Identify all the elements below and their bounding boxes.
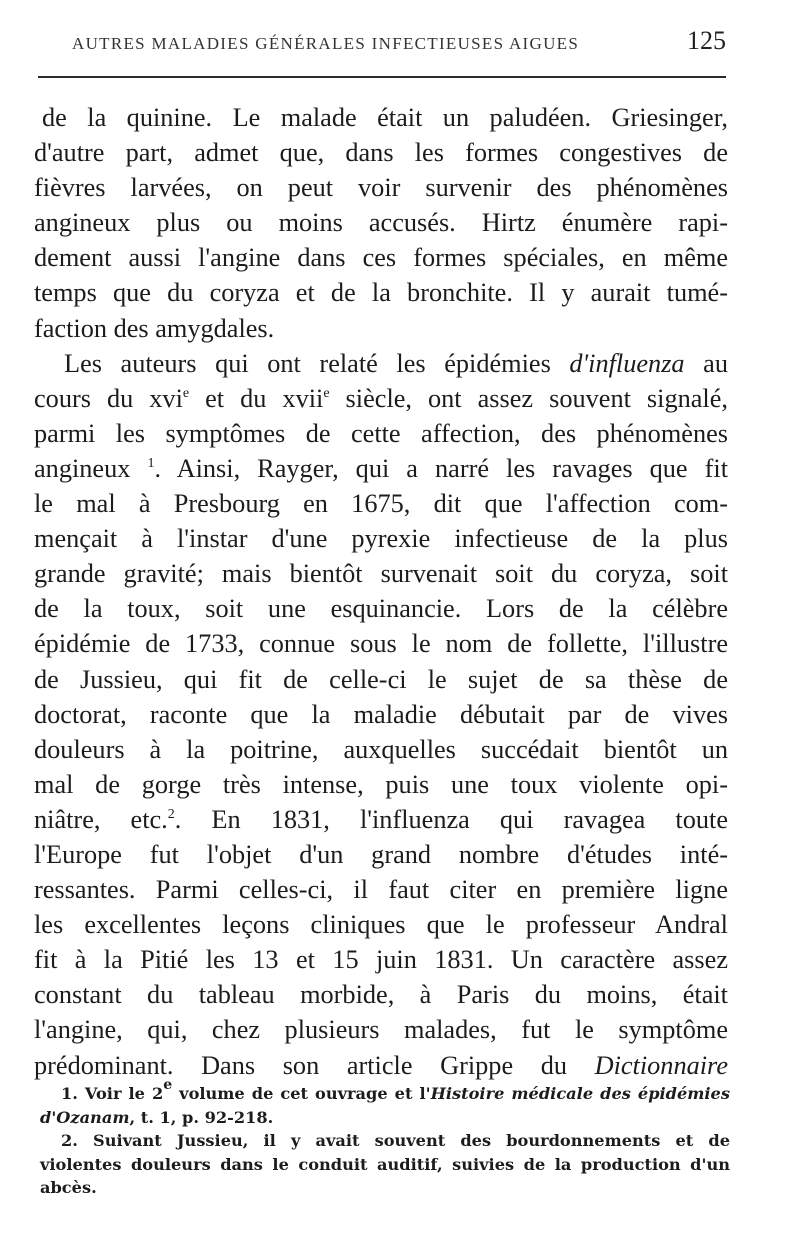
- text-line: angineux plus ou moins accusés. Hirtz énumère rapi-: [34, 208, 728, 238]
- text-line: temps que du coryza et de la bronchite. Il y aurait tumé-: [34, 278, 728, 308]
- text-fragment: cours du xvi: [34, 383, 183, 413]
- text-line: fièvres larvées, on peut voir survenir des phénomènes: [34, 173, 728, 203]
- footnotes: [40, 1077, 730, 1200]
- text-line: ressantes. Parmi celles-ci, il faut citer en première ligne: [34, 875, 728, 905]
- text-line: parmi les symptômes de cette affection, des phénomènes: [34, 418, 728, 448]
- footnote-ref[interactable]: 1: [147, 455, 155, 471]
- running-header: [72, 26, 726, 66]
- running-title: AUTRES MALADIES GÉNÉRALES INFECTIEUSES AIGUES: [72, 34, 580, 53]
- text-fragment: niâtre, etc.: [34, 804, 168, 834]
- superscript: e: [323, 385, 330, 401]
- text-line: douleurs à la poitrine, auxquelles succédait bientôt un: [34, 734, 728, 764]
- text-line: dement aussi l'angine dans ces formes spéciales, en même: [34, 243, 728, 273]
- main-text: [34, 100, 728, 1083]
- text-fragment: angineux: [34, 453, 148, 483]
- page-number: 125: [687, 26, 726, 55]
- text-line: de la quinine. Le malade était un paludéen. Griesinger,: [42, 103, 728, 132]
- footnote-2: 2. Suivant Jussieu, il y avait souvent des bourdonnements et de: [61, 1131, 730, 1151]
- text-line: constant du tableau morbide, à Paris du moins, était: [34, 980, 728, 1010]
- text-line: de la toux, soit une esquinancie. Lors de la célèbre: [34, 594, 728, 624]
- text-fragment: 1. Voir le 2: [61, 1084, 164, 1103]
- text-line: fit à la Pitié les 13 et 15 juin 1831. Un caractère assez: [34, 945, 728, 975]
- footnote-1: [40, 1077, 730, 1106]
- text-line: de Jussieu, qui fit de celle-ci le sujet de sa thèse de: [34, 664, 728, 694]
- text-line: le mal à Presbourg en 1675, dit que l'affection com-: [34, 489, 728, 519]
- superscript: e: [182, 385, 190, 401]
- text-fragment: , t. 1, p. 92-218.: [129, 1107, 274, 1127]
- italic-term: Histoire médicale des épidémies: [430, 1084, 730, 1103]
- text-line: mal de gorge très intense, puis une toux violente opi-: [34, 769, 728, 799]
- text-fragment: Les auteurs qui ont relaté les épidémies: [64, 348, 570, 378]
- text-line: [34, 1048, 728, 1083]
- text-fragment: . Ainsi, Rayger, qui a narré les ravages que fit: [154, 453, 729, 483]
- italic-term: Dictionnaire: [594, 1050, 728, 1080]
- footnote-ref[interactable]: 2: [167, 806, 175, 822]
- text-line: faction des amygdales.: [34, 313, 275, 343]
- italic-term: d'Ozanam: [40, 1107, 130, 1127]
- text-line: mençait à l'instar d'une pyrexie infectieuse de la plus: [34, 524, 728, 554]
- footnote-2-cont: abcès.: [40, 1178, 97, 1198]
- text-fragment: siècle, ont assez souvent signalé,: [329, 383, 728, 413]
- text-line: les excellentes leçons cliniques que le professeur Andral: [34, 910, 728, 940]
- italic-term: d'influenza: [569, 348, 685, 378]
- text-line: doctorat, raconte que la maladie débutait par de vives: [34, 699, 728, 729]
- footnote-1-cont: [40, 1106, 730, 1130]
- text-line: grande gravité; mais bientôt survenait soit du coryza, soit: [34, 559, 728, 589]
- text-fragment: . En 1831, l'influenza qui ravagea toute: [174, 804, 729, 834]
- text-fragment: au: [684, 348, 728, 378]
- superscript: e: [163, 1077, 173, 1093]
- text-line: épidémie de 1733, connue sous le nom de follette, l'illustre: [34, 629, 728, 659]
- text-line: d'autre part, admet que, dans les formes congestives de: [34, 138, 728, 168]
- header-rule: [38, 76, 726, 78]
- text-fragment: et du xvii: [189, 383, 324, 413]
- text-line: l'angine, qui, chez plusieurs malades, fut le symptôme: [34, 1015, 728, 1045]
- text-line: l'Europe fut l'objet d'un grand nombre d'études inté-: [34, 839, 728, 869]
- text-line: [34, 451, 728, 486]
- text-line: [34, 381, 728, 416]
- text-line: [34, 346, 728, 381]
- text-line: [34, 802, 728, 837]
- footnote-2-cont: violentes douleurs dans le conduit auditif, suivies de la production d'un: [40, 1154, 730, 1174]
- text-fragment: prédominant. Dans son article Grippe du: [34, 1050, 595, 1080]
- text-fragment: volume de cet ouvrage et l': [172, 1084, 431, 1103]
